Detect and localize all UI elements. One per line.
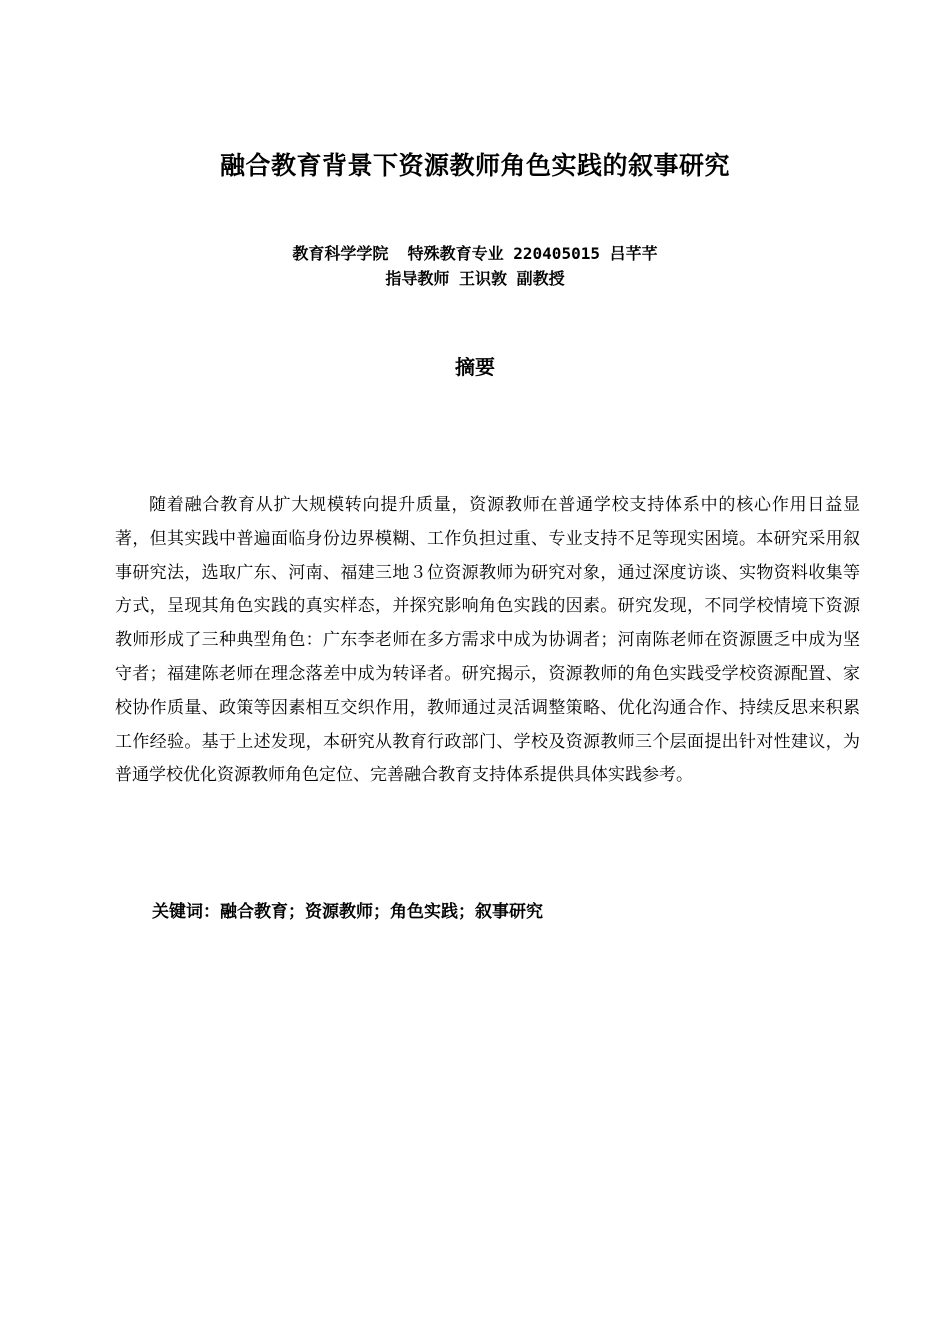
author-info: 教育科学学院 特殊教育专业 220405015 吕芊芊: [292, 244, 658, 263]
abstract-heading: 摘要: [455, 355, 495, 379]
paper-title: 融合教育背景下资源教师角色实践的叙事研究: [219, 151, 730, 180]
abstract-body: 随着融合教育从扩大规模转向提升质量，资源教师在普通学校支持体系中的核心作用日益显著，但其实践中普遍面临身份边界模糊、工作负担过重、专业支持不足等现实困境。本研究采用叙事研究法，选取广东、河南、福建三地３位资源教师为研究对象，通过深度访谈、实物资料收集等方式，呈现其角色实践的真实样态，并探究影响角色实践的因素。研究发现，不同学校情境下资源教师形成了三种典型角色：广东李老师在多方需求中成为协调者；河南陈老师在资源匮乏中成为坚守者；福建陈老师在理念落差中成为转译者。研究揭示，资源教师的角色实践受学校资源配置、家校协作质量、政策等因素相互交织作用，教师通过灵活调整策略、优化沟通合作、持续反思来积累工作经验。基于上述发现，本研究从教育行政部门、学校及资源教师三个层面提出针对性建议，为普通学校优化资源教师角色定位、完善融合教育支持体系提供具体实践参考。: [115, 495, 860, 786]
advisor-info: 指导教师 王识敦 副教授: [385, 269, 565, 288]
keywords-line: 关键词：融合教育；资源教师；角色实践；叙事研究: [152, 902, 543, 922]
